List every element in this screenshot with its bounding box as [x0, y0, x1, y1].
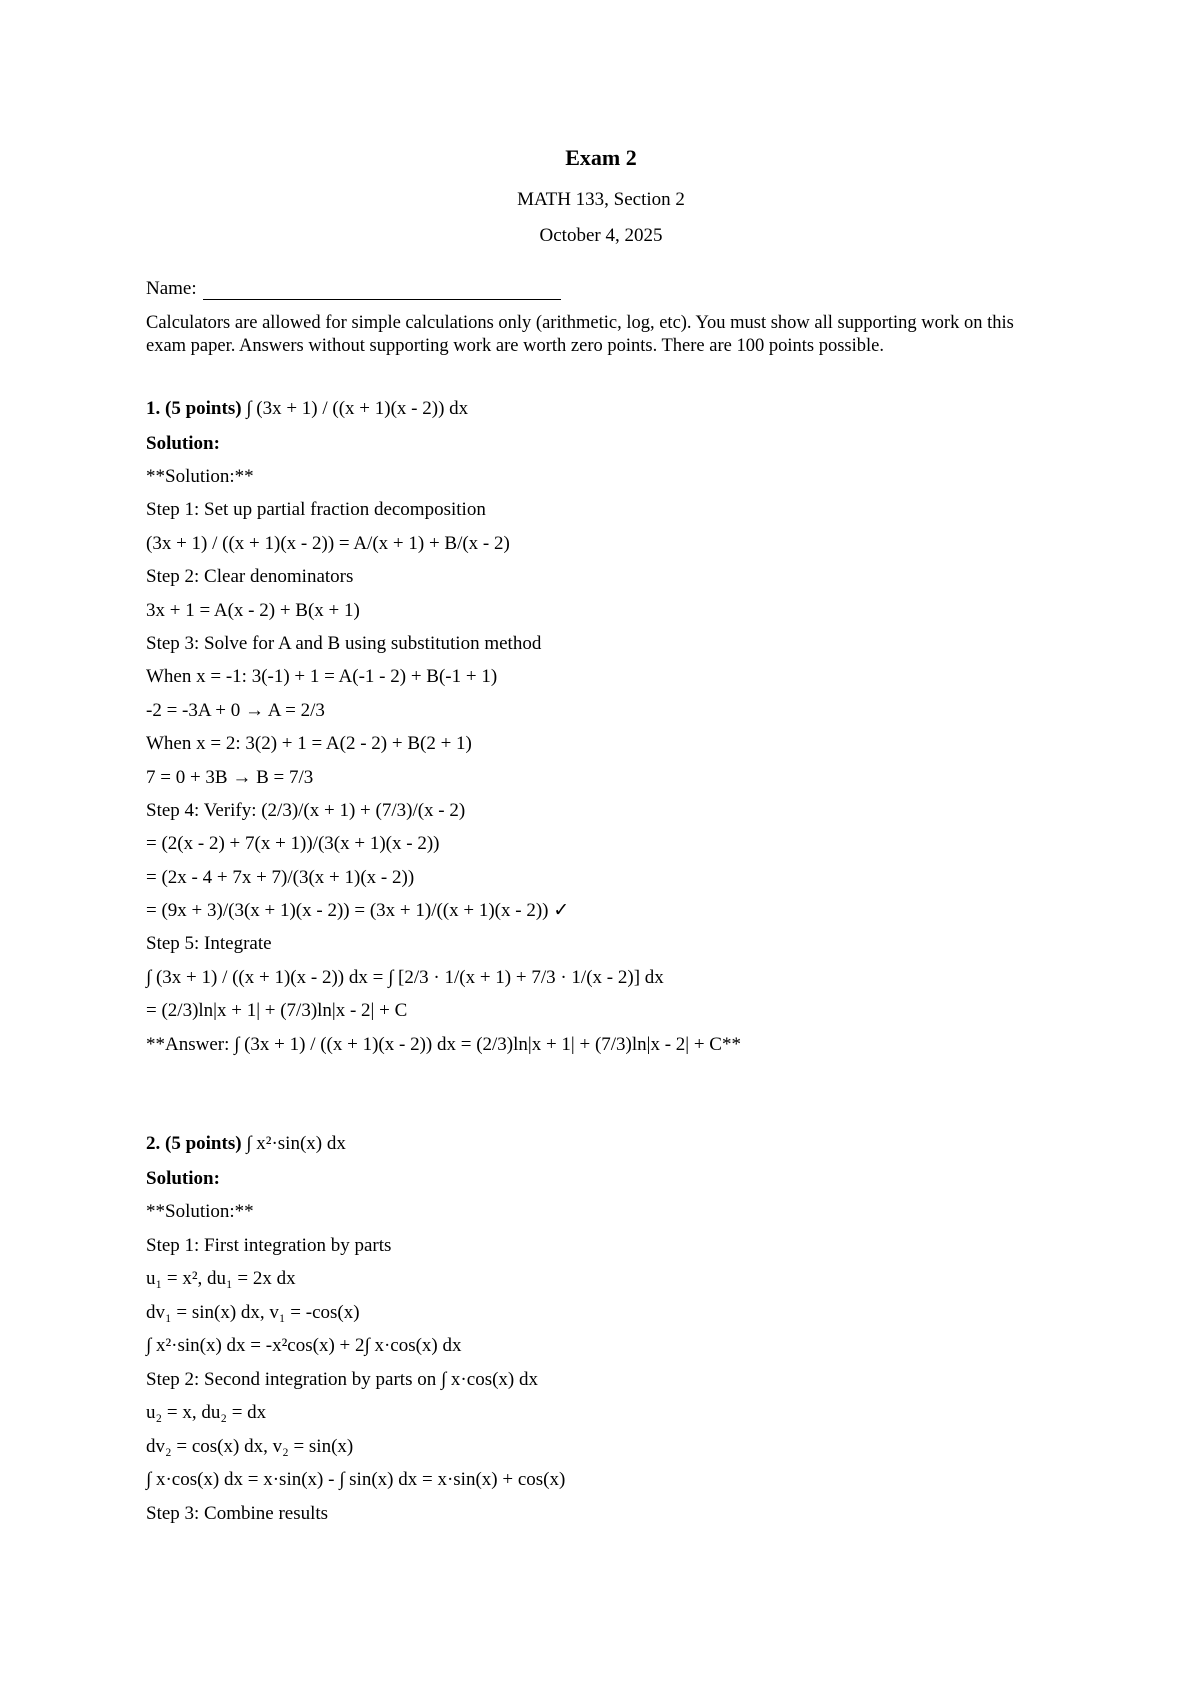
- solution-steps: [146, 464, 1056, 1065]
- solution-line: = (2/3)ln|x + 1| + (7/3)ln|x - 2| + C: [146, 1000, 408, 1022]
- solution-line: Step 1: First integration by parts: [146, 1234, 392, 1256]
- name-label: Name:: [146, 278, 197, 299]
- question-1: [146, 396, 1056, 1065]
- solution-line: ∫ x·cos(x) dx = x·sin(x) - ∫ sin(x) dx = x·sin(x) + cos(x): [146, 1469, 566, 1490]
- solution-line: Step 3: Solve for A and B using substitution method: [146, 632, 542, 654]
- solution-line: u₂ = x, du₂ = dx: [146, 1402, 267, 1423]
- solution-line: dv₂ = cos(x) dx, v₂ = sin(x): [146, 1435, 354, 1457]
- solution-line: 7 = 0 + 3B → B = 7/3: [146, 766, 314, 788]
- solution-line: Step 1: Set up partial fraction decomposition: [146, 499, 486, 521]
- solution-line: When x = -1: 3(-1) + 1 = A(-1 - 2) + B(-1 + 1): [146, 666, 498, 688]
- solution-line: = (2(x - 2) + 7(x + 1))/(3(x + 1)(x - 2)): [146, 833, 440, 855]
- solution-line: Step 2: Clear denominators: [146, 566, 354, 588]
- solution-line: **Solution:**: [146, 466, 254, 487]
- solution-line: = (9x + 3)/(3(x + 1)(x - 2)) = (3x + 1)/((x + 1)(x - 2)) ✓: [146, 900, 570, 922]
- question-prompt: ∫ x²·sin(x) dx: [246, 1133, 346, 1154]
- solution-answer-line: **Answer: ∫ (3x + 1) / ((x + 1)(x - 2)) dx = (2/3)ln|x + 1| + (7/3)ln|x - 2| + C**: [146, 1033, 741, 1055]
- question-2: [146, 1131, 1056, 1534]
- exam-instructions: Calculators are allowed for simple calculations only (arithmetic, log, etc). You must show all supporting work on this exam paper. Answers without supporting work are worth zero points. There are 100 points possible.: [146, 313, 1014, 356]
- solution-line: Step 4: Verify: (2/3)/(x + 1) + (7/3)/(x - 2): [146, 799, 466, 821]
- solution-line: u₁ = x², du₁ = 2x dx: [146, 1268, 296, 1289]
- exam-date: October 4, 2025: [539, 225, 663, 246]
- solution-label: Solution:: [146, 1168, 220, 1189]
- name-blank-line[interactable]: [203, 279, 561, 300]
- solution-steps: [146, 1199, 1056, 1534]
- name-field-row: [146, 278, 561, 300]
- question-header: [146, 1131, 1056, 1156]
- solution-line: **Solution:**: [146, 1201, 254, 1222]
- solution-line: (3x + 1) / ((x + 1)(x - 2)) = A/(x + 1) + B/(x - 2): [146, 532, 510, 554]
- solution-label: Solution:: [146, 433, 220, 454]
- question-header: [146, 396, 1056, 421]
- solution-line: Step 2: Second integration by parts on ∫ x·cos(x) dx: [146, 1368, 538, 1390]
- solution-line: ∫ x²·sin(x) dx = -x²cos(x) + 2∫ x·cos(x) dx: [146, 1335, 462, 1356]
- solution-line: When x = 2: 3(2) + 1 = A(2 - 2) + B(2 + 1): [146, 733, 472, 755]
- course-section: MATH 133, Section 2: [517, 189, 685, 210]
- solution-line: 3x + 1 = A(x - 2) + B(x + 1): [146, 599, 360, 621]
- question-number-points: 1. (5 points): [146, 398, 242, 419]
- solution-line: ∫ (3x + 1) / ((x + 1)(x - 2)) dx = ∫ [2/3 · 1/(x + 1) + 7/3 · 1/(x - 2)] dx: [146, 966, 664, 988]
- solution-line: Step 5: Integrate: [146, 933, 272, 955]
- question-prompt: ∫ (3x + 1) / ((x + 1)(x - 2)) dx: [246, 398, 469, 419]
- solution-line: -2 = -3A + 0 → A = 2/3: [146, 699, 325, 721]
- solution-line: = (2x - 4 + 7x + 7)/(3(x + 1)(x - 2)): [146, 866, 415, 888]
- solution-line: dv₁ = sin(x) dx, v₁ = -cos(x): [146, 1301, 360, 1323]
- exam-title: Exam 2: [565, 145, 637, 170]
- solution-line: Step 3: Combine results: [146, 1502, 329, 1524]
- question-number-points: 2. (5 points): [146, 1133, 242, 1154]
